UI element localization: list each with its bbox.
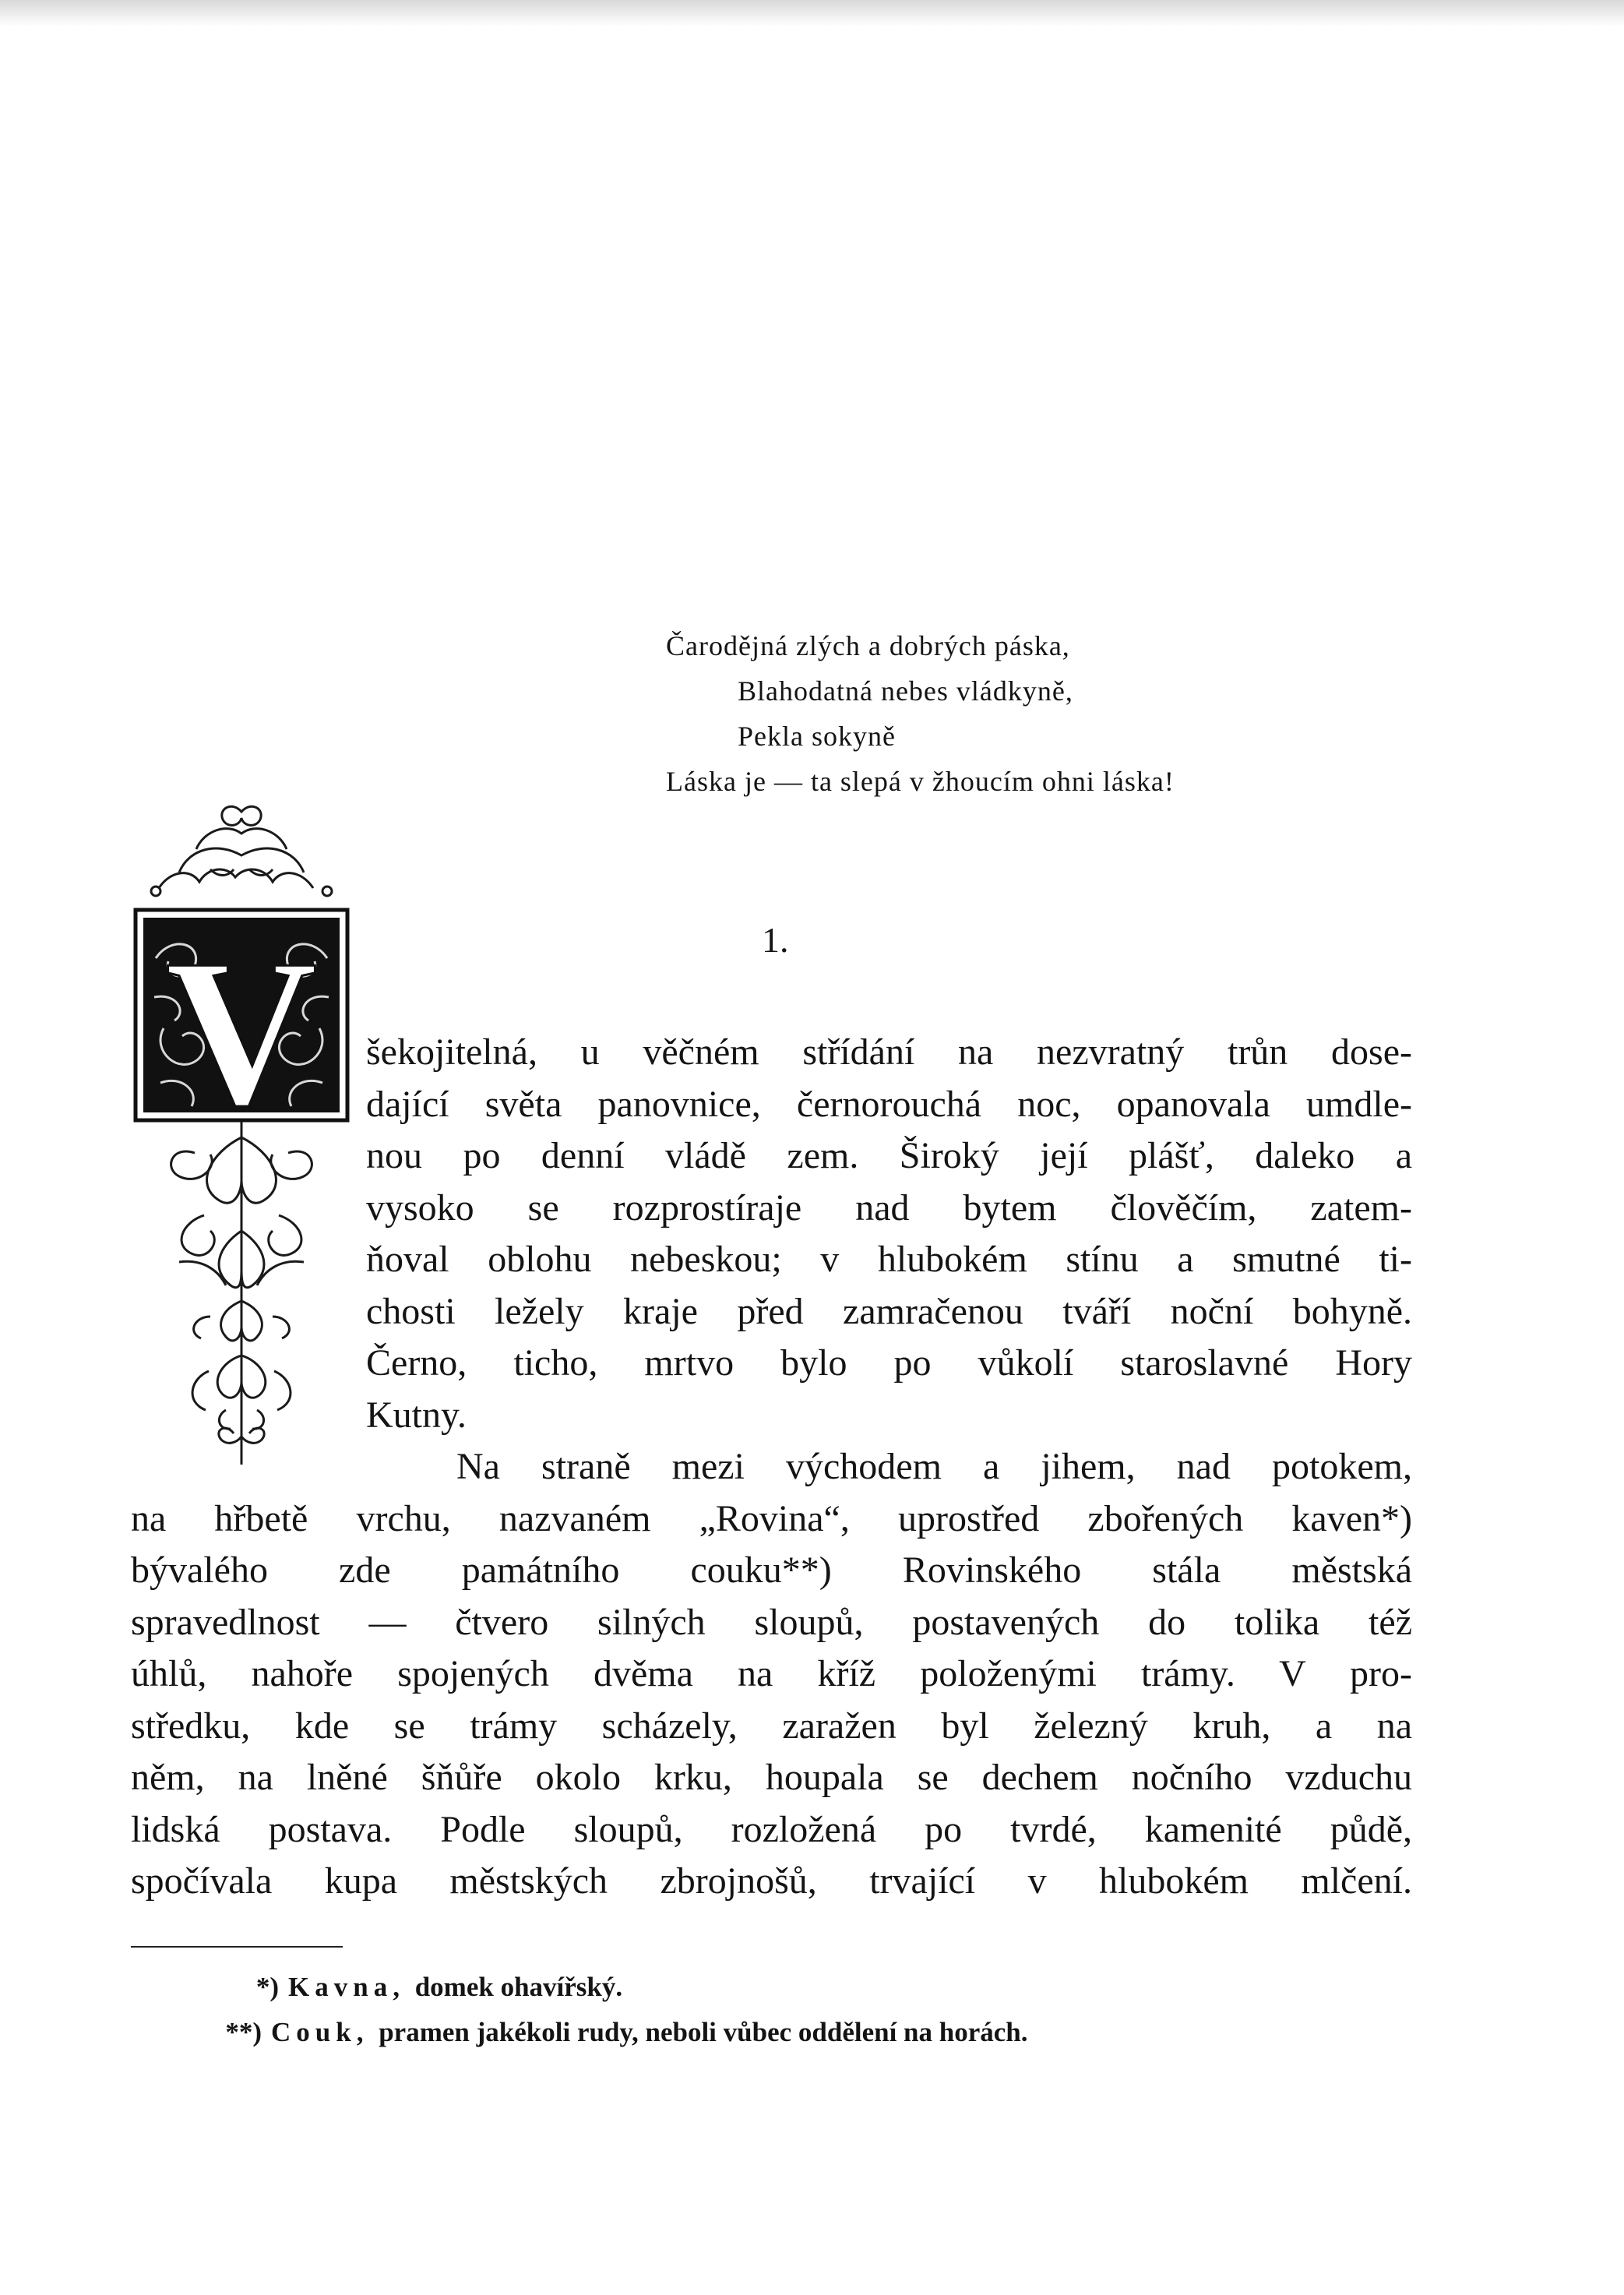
initial-letter: V — [165, 916, 318, 1149]
epigraph-line: Láska je — ta slepá v žhoucím ohni láska! — [666, 766, 1175, 797]
text-line: bývalého zde památního couku**) Rovinského stála městská — [131, 1549, 1412, 1591]
epigraph-line: Čarodějná zlých a dobrých páska, — [666, 630, 1070, 661]
text-line: ňoval oblohu nebeskou; v hlubokém stínu a smutné ti- — [366, 1239, 1412, 1280]
text-line: spočívala kupa městských zbrojnošů, trvající v hlubokém mlčení. — [131, 1860, 1412, 1902]
text-line: Černo, ticho, mrtvo bylo po vůkolí staroslavné Hory — [366, 1342, 1412, 1384]
main-text — [131, 1027, 1412, 1908]
text-line: vysoko se rozprostíraje nad bytem člověčím, zatem- — [366, 1186, 1412, 1229]
text-line: úhlů, nahoře spojených dvěma na kříž položenými trámy. V pro- — [131, 1653, 1412, 1694]
text-line: chosti ležely kraje před zamračenou tváří noční bohyně. — [366, 1290, 1412, 1332]
page-top-edge — [0, 0, 1624, 26]
footnote-divider — [131, 1946, 343, 1948]
text-line: středku, kde se trámy scházely, zaražen byl železný kruh, a na — [131, 1705, 1412, 1747]
footnote — [227, 1965, 1425, 2010]
text-line: lidská postava. Podle sloupů, rozložená po tvrdé, kamenité půdě, — [131, 1808, 1412, 1850]
footnotes — [210, 1965, 1425, 2055]
footnote-mark: *) — [255, 1972, 279, 2002]
footnote-term: Kavna, — [288, 1972, 405, 2002]
epigraph — [666, 623, 1445, 804]
text-line: spravedlnost — čtvero silných sloupů, postavených do tolika též — [131, 1601, 1412, 1643]
footnote-text: domek ohavířský. — [414, 1972, 623, 2002]
text-line: na hřbetě vrchu, nazvaném „Rovina“, uprostřed zbořených kaven*) — [131, 1497, 1412, 1539]
text-line: něm, na lněné šňůře okolo krku, houpala se dechem nočního vzduchu — [131, 1757, 1412, 1798]
epigraph-line: Pekla sokyně — [738, 721, 896, 752]
text-line: šekojitelná, u věčném střídání na nezvratný trůn dose- — [366, 1031, 1412, 1073]
text-line: dající světa panovnice, černorouchá noc, opanovala umdle- — [366, 1083, 1412, 1125]
footnote-mark: **) — [225, 2017, 262, 2047]
text-line: Na straně mezi východem a jihem, nad potokem, — [456, 1446, 1412, 1487]
footnote-text: pramen jakékoli rudy, neboli vůbec oddělení na horách. — [379, 2017, 1028, 2047]
footnote — [210, 2010, 1425, 2055]
text-line: Kutny. — [366, 1394, 467, 1436]
chapter-number: 1. — [762, 920, 789, 960]
text-line: nou po denní vládě zem. Široký její plášť, daleko a — [366, 1135, 1412, 1176]
epigraph-line: Blahodatná nebes vládkyně, — [738, 675, 1073, 707]
footnote-term: Couk, — [271, 2017, 369, 2047]
